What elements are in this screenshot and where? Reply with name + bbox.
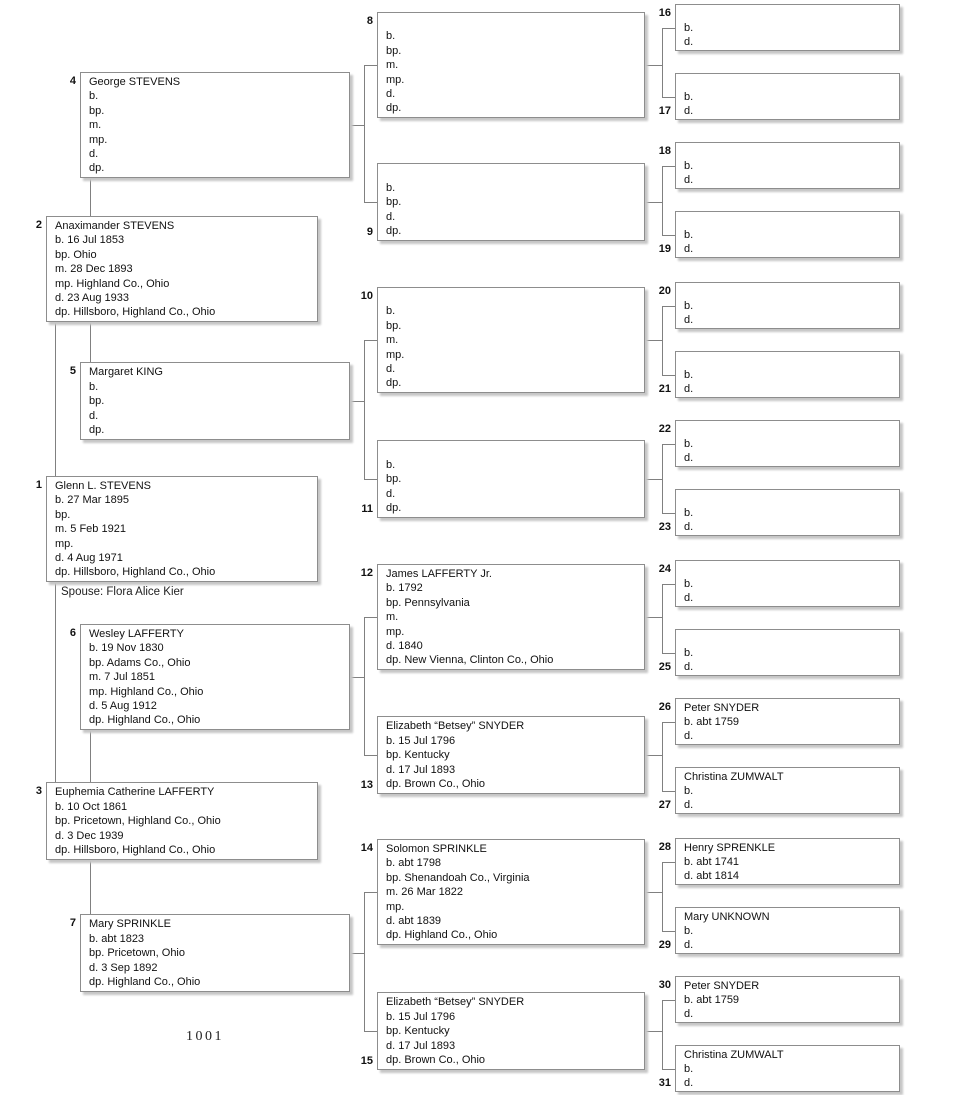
person-box-2 — [46, 216, 318, 322]
person-box-22 — [675, 420, 900, 467]
connector-line — [55, 582, 56, 782]
person-detail-line: b. — [684, 438, 694, 450]
person-detail-line: d. — [684, 799, 694, 811]
person-detail-line: m. — [386, 59, 399, 72]
person-detail-line: b. — [386, 458, 396, 471]
connector-line — [364, 65, 365, 202]
person-detail-line: dp. Brown Co., Ohio — [386, 778, 486, 790]
person-detail-line: d. 17 Jul 1893 — [386, 763, 456, 776]
person-name: Elizabeth “Betsey” SNYDER — [386, 720, 525, 732]
person-name: Christina ZUMWALT — [684, 771, 784, 783]
person-detail-line: mp. — [386, 900, 405, 913]
person-detail-line: d. — [684, 1008, 694, 1020]
person-number: 1 — [35, 479, 42, 491]
person-number: 16 — [658, 7, 671, 19]
person-number: 11 — [361, 503, 373, 515]
person-name — [684, 145, 895, 159]
person-detail-line: d. — [684, 452, 694, 464]
person-detail-line: b. — [684, 578, 694, 590]
person-detail-line: bp. — [386, 196, 402, 208]
person-number: 31 — [658, 1077, 671, 1089]
connector-line — [90, 860, 91, 914]
person-detail-line: d. — [684, 730, 694, 742]
person-detail-line: b. 1792 — [386, 582, 423, 595]
person-box-4 — [80, 72, 350, 178]
person-detail-line: d. 23 Aug 1933 — [55, 291, 130, 304]
connector-line — [662, 862, 675, 863]
person-detail-line: b. — [684, 507, 694, 519]
person-box-25 — [675, 629, 900, 676]
person-detail-line: dp. — [386, 377, 402, 390]
person-detail-line: b. — [386, 30, 396, 43]
person-box-13 — [377, 716, 645, 794]
connector-line — [662, 653, 675, 654]
person-number: 20 — [658, 285, 671, 297]
person-name: Anaximander STEVENS — [55, 220, 175, 232]
person-detail-line: b. — [684, 300, 694, 312]
person-number: 30 — [658, 979, 671, 991]
person-detail-line: bp. Ohio — [55, 248, 97, 261]
connector-line — [662, 584, 663, 653]
person-detail-line: m. — [386, 334, 399, 347]
person-detail-line: dp. Highland Co., Ohio — [89, 976, 201, 988]
person-name — [386, 290, 640, 304]
connector-line — [364, 617, 377, 618]
person-box-11 — [377, 440, 645, 518]
person-name: Margaret KING — [89, 366, 163, 378]
person-detail-line: dp. — [386, 502, 402, 514]
person-number: 7 — [69, 917, 76, 929]
person-box-16 — [675, 4, 900, 51]
person-detail-line: m. — [89, 119, 102, 132]
person-number: 17 — [658, 105, 671, 117]
person-detail-line: dp. Highland Co., Ohio — [386, 929, 498, 942]
person-detail-line: dp. — [386, 225, 402, 237]
person-number: 13 — [360, 779, 373, 791]
person-detail-line: b. — [386, 305, 396, 318]
connector-line — [662, 97, 675, 98]
person-detail-line: d. 17 Jul 1893 — [386, 1039, 456, 1052]
person-box-15 — [377, 992, 645, 1070]
person-box-23 — [675, 489, 900, 536]
person-box-1 — [46, 476, 318, 582]
connector-line — [364, 202, 377, 203]
person-box-28 — [675, 838, 900, 885]
person-name — [386, 443, 640, 458]
person-box-3 — [46, 782, 318, 860]
person-detail-line: bp. Shenandoah Co., Virginia — [386, 871, 530, 884]
connector-line — [662, 931, 675, 932]
person-box-7 — [80, 914, 350, 992]
person-number: 15 — [360, 1055, 373, 1067]
person-detail-line: m. 5 Feb 1921 — [55, 523, 126, 536]
person-detail-line: b. abt 1759 — [684, 994, 740, 1006]
person-detail-line: b. — [684, 91, 694, 103]
connector-line — [364, 755, 377, 756]
connector-line — [350, 125, 364, 126]
person-number: 22 — [658, 423, 671, 435]
connector-line — [662, 166, 663, 235]
connector-line — [350, 953, 364, 954]
person-detail-line: d. — [684, 36, 694, 48]
person-detail-line: b. — [684, 22, 694, 34]
spouse-note: Spouse: Flora Alice Kier — [61, 586, 184, 598]
person-detail-line: mp. Highland Co., Ohio — [55, 277, 170, 290]
person-number: 6 — [69, 627, 76, 639]
person-number: 23 — [658, 521, 671, 533]
person-box-26 — [675, 698, 900, 745]
person-box-5 — [80, 362, 350, 440]
person-detail-line: b. — [684, 785, 694, 797]
person-detail-line: d. — [89, 409, 99, 422]
person-name — [684, 492, 895, 506]
person-name: Christina ZUMWALT — [684, 1049, 784, 1061]
person-detail-line: b. — [684, 925, 694, 937]
person-detail-line: bp. Kentucky — [386, 1025, 450, 1037]
connector-line — [662, 722, 663, 791]
person-detail-line: d. abt 1814 — [684, 870, 740, 882]
person-detail-line: b. — [684, 647, 694, 659]
person-name — [684, 563, 895, 577]
person-detail-line: bp. Pricetown, Highland Co., Ohio — [55, 815, 221, 827]
person-detail-line: d. — [684, 521, 694, 533]
person-number: 8 — [366, 15, 373, 27]
connector-line — [364, 892, 377, 893]
person-number: 9 — [366, 226, 373, 238]
person-detail-line: d. 5 Aug 1912 — [89, 699, 157, 712]
person-detail-line: d. — [386, 210, 396, 223]
person-detail-line: d. — [386, 362, 396, 375]
connector-line — [662, 513, 675, 514]
person-detail-line: m. — [386, 611, 399, 624]
person-detail-line: b. abt 1823 — [89, 932, 145, 945]
person-detail-line: b. — [89, 380, 99, 393]
person-number: 29 — [658, 939, 671, 951]
person-box-27 — [675, 767, 900, 814]
person-detail-line: b. abt 1798 — [386, 857, 442, 870]
person-name: Wesley LAFFERTY — [89, 628, 184, 640]
person-detail-line: b. — [386, 181, 396, 194]
person-number: 27 — [658, 799, 671, 811]
person-detail-line: d. — [684, 174, 694, 186]
person-detail-line: b. — [684, 369, 694, 381]
person-detail-line: m. 7 Jul 1851 — [89, 671, 156, 684]
person-box-9 — [377, 163, 645, 241]
person-detail-line: b. — [684, 229, 694, 241]
person-box-19 — [675, 211, 900, 258]
person-detail-line: d. — [684, 243, 694, 255]
person-name — [386, 15, 640, 29]
person-detail-line: b. abt 1759 — [684, 716, 740, 728]
person-name: Henry SPRENKLE — [684, 842, 776, 854]
person-number: 5 — [69, 365, 76, 377]
person-detail-line: b. 10 Oct 1861 — [55, 800, 128, 813]
person-name: Mary SPRINKLE — [89, 918, 171, 930]
connector-line — [350, 677, 364, 678]
person-box-12 — [377, 564, 645, 670]
person-detail-line: dp. Hillsboro, Highland Co., Ohio — [55, 566, 216, 579]
person-box-29 — [675, 907, 900, 954]
connector-line — [645, 755, 662, 756]
connector-line — [645, 340, 662, 341]
person-number: 26 — [658, 701, 671, 713]
person-name: James LAFFERTY Jr. — [386, 568, 492, 580]
person-name: Glenn L. STEVENS — [55, 480, 151, 492]
connector-line — [645, 202, 662, 203]
person-detail-line: bp. — [89, 395, 105, 407]
person-detail-line: bp. — [386, 44, 402, 57]
person-name: Euphemia Catherine LAFFERTY — [55, 786, 215, 798]
connector-line — [662, 791, 675, 792]
person-number: 3 — [35, 785, 42, 797]
person-detail-line: b. — [684, 160, 694, 172]
person-box-6 — [80, 624, 350, 730]
person-detail-line: d. 4 Aug 1971 — [55, 551, 123, 564]
person-detail-line: m. 28 Dec 1893 — [55, 263, 133, 276]
person-number: 19 — [658, 243, 671, 255]
person-detail-line: dp. — [386, 102, 402, 115]
person-detail-line: b. abt 1741 — [684, 856, 740, 868]
connector-line — [55, 322, 56, 476]
person-detail-line: d. 1840 — [386, 639, 423, 652]
person-box-10 — [377, 287, 645, 393]
person-detail-line: b. 16 Jul 1853 — [55, 234, 125, 247]
person-detail-line: b. 19 Nov 1830 — [89, 642, 164, 655]
connector-line — [662, 28, 675, 29]
person-box-14 — [377, 839, 645, 945]
person-detail-line: dp. Highland Co., Ohio — [89, 714, 201, 727]
connector-line — [645, 892, 662, 893]
person-detail-line: d. — [386, 87, 396, 100]
connector-line — [662, 28, 663, 97]
connector-line — [662, 306, 675, 307]
connector-line — [364, 340, 377, 341]
connector-line — [364, 617, 365, 755]
person-number: 24 — [658, 563, 671, 575]
person-box-18 — [675, 142, 900, 189]
person-box-20 — [675, 282, 900, 329]
person-number: 4 — [69, 75, 76, 87]
person-name: Peter SNYDER — [684, 702, 760, 714]
connector-line — [662, 1000, 663, 1069]
page-number: 1001 — [186, 1029, 224, 1044]
person-detail-line: d. 3 Dec 1939 — [55, 829, 124, 842]
connector-line — [90, 178, 91, 216]
person-detail-line: bp. Kentucky — [386, 749, 450, 761]
person-detail-line: mp. — [386, 348, 405, 361]
connector-line — [364, 1031, 377, 1032]
person-name — [684, 76, 895, 90]
person-detail-line: bp. Pricetown, Ohio — [89, 947, 185, 959]
person-number: 2 — [35, 219, 42, 231]
person-detail-line: b. 15 Jul 1796 — [386, 734, 456, 747]
connector-line — [662, 1069, 675, 1070]
person-detail-line: mp. — [55, 537, 74, 550]
person-detail-line: mp. — [386, 73, 405, 86]
person-detail-line: b. 27 Mar 1895 — [55, 494, 129, 507]
person-name: Solomon SPRINKLE — [386, 843, 487, 855]
connector-line — [364, 479, 377, 480]
person-detail-line: dp. Hillsboro, Highland Co., Ohio — [55, 306, 216, 319]
person-name — [684, 632, 895, 646]
person-detail-line: bp. — [386, 473, 402, 485]
person-name — [684, 354, 895, 368]
connector-line — [90, 730, 91, 782]
person-detail-line: b. — [89, 90, 99, 103]
person-detail-line: d. — [684, 1077, 694, 1089]
person-detail-line: dp. — [89, 424, 105, 436]
person-box-24 — [675, 560, 900, 607]
person-detail-line: mp. — [386, 625, 405, 638]
connector-line — [364, 340, 365, 479]
person-detail-line: b. 15 Jul 1796 — [386, 1010, 456, 1023]
connector-line — [645, 1031, 662, 1032]
person-detail-line: d. — [684, 939, 694, 951]
person-detail-line: dp. — [89, 162, 105, 175]
person-detail-line: d. — [684, 383, 694, 395]
connector-line — [350, 401, 364, 402]
person-name: Mary UNKNOWN — [684, 911, 770, 923]
person-name: Peter SNYDER — [684, 980, 760, 992]
person-detail-line: bp. Pennsylvania — [386, 596, 470, 609]
person-number: 18 — [658, 145, 671, 157]
person-detail-line: d. — [684, 105, 694, 117]
person-detail-line: d. — [684, 661, 694, 673]
person-number: 21 — [658, 383, 671, 395]
connector-line — [90, 322, 91, 362]
person-detail-line: mp. — [89, 133, 108, 146]
person-name — [684, 214, 895, 228]
person-number: 28 — [658, 841, 671, 853]
person-detail-line: b. — [684, 1063, 694, 1075]
person-name — [386, 166, 640, 181]
person-detail-line: bp. — [386, 319, 402, 332]
connector-line — [645, 65, 662, 66]
person-name — [684, 7, 895, 21]
person-detail-line: d. — [684, 314, 694, 326]
connector-line — [662, 862, 663, 931]
person-detail-line: dp. Brown Co., Ohio — [386, 1054, 486, 1066]
connector-line — [662, 166, 675, 167]
person-detail-line: d. — [386, 487, 396, 500]
person-number: 14 — [360, 842, 373, 854]
connector-line — [662, 444, 663, 513]
person-box-8 — [377, 12, 645, 118]
person-number: 25 — [658, 661, 671, 673]
person-number: 10 — [360, 290, 373, 302]
person-detail-line: m. 26 Mar 1822 — [386, 886, 464, 899]
connector-line — [662, 722, 675, 723]
connector-line — [364, 65, 377, 66]
person-detail-line: bp. — [89, 104, 105, 117]
person-name — [684, 285, 895, 299]
connector-line — [364, 892, 365, 1031]
connector-line — [645, 479, 662, 480]
person-detail-line: bp. Adams Co., Ohio — [89, 656, 191, 669]
person-box-30 — [675, 976, 900, 1023]
person-detail-line: dp. Hillsboro, Highland Co., Ohio — [55, 844, 216, 856]
person-name — [684, 423, 895, 437]
person-box-17 — [675, 73, 900, 120]
person-box-21 — [675, 351, 900, 398]
person-detail-line: d. — [89, 147, 99, 160]
connector-line — [662, 235, 675, 236]
person-name: George STEVENS — [89, 76, 181, 88]
person-number: 12 — [360, 567, 373, 579]
person-detail-line: dp. New Vienna, Clinton Co., Ohio — [386, 654, 554, 667]
person-detail-line: mp. Highland Co., Ohio — [89, 685, 204, 698]
connector-line — [662, 306, 663, 375]
connector-line — [662, 375, 675, 376]
connector-line — [662, 1000, 675, 1001]
person-detail-line: bp. — [55, 508, 71, 521]
connector-line — [662, 584, 675, 585]
person-box-31 — [675, 1045, 900, 1092]
person-detail-line: d. — [684, 592, 694, 604]
connector-line — [645, 617, 662, 618]
person-detail-line: d. abt 1839 — [386, 914, 442, 927]
person-name: Elizabeth “Betsey” SNYDER — [386, 996, 525, 1008]
person-detail-line: d. 3 Sep 1892 — [89, 961, 158, 974]
connector-line — [662, 444, 675, 445]
